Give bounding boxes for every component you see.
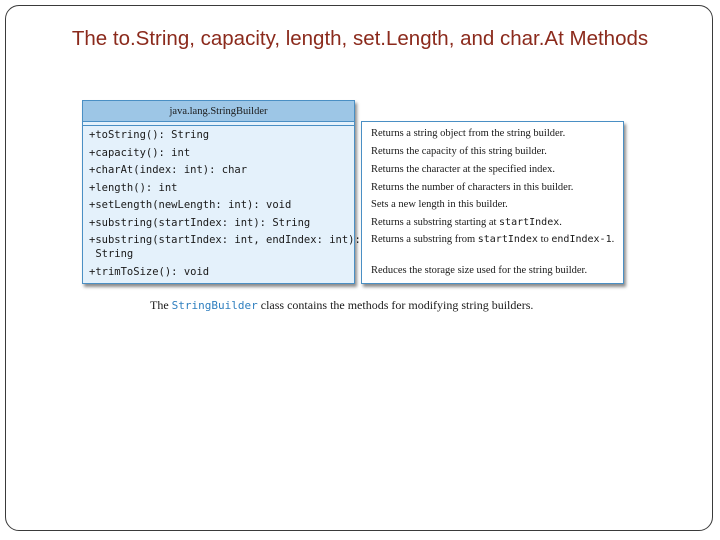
description-code: startIndex <box>477 234 538 245</box>
uml-method: +capacity(): int <box>89 146 191 159</box>
method-description: Reduces the storage size used for the string builder. <box>371 265 588 276</box>
method-description: Sets a new length in this builder. <box>371 199 508 210</box>
caption-text: class contains the methods for modifying string builders. <box>257 298 534 312</box>
uml-method: +substring(startIndex: int, endIndex: int): <box>89 234 361 246</box>
uml-method: +length(): int <box>89 181 178 194</box>
caption-class-name: StringBuilder <box>171 299 258 312</box>
description-text: to <box>537 234 552 245</box>
uml-attributes-section <box>83 122 354 126</box>
method-description: Returns the character at the specified index. <box>371 164 555 175</box>
uml-class-box <box>82 100 361 284</box>
uml-method: +charAt(index: int): char <box>89 164 248 176</box>
slide-title: The to.String, capacity, length, set.Length, and char.At Methods <box>71 27 649 50</box>
uml-method: +trimToSize(): void <box>89 266 210 278</box>
uml-method: +setLength(newLength: int): void <box>89 199 292 211</box>
caption-text: The <box>150 298 172 312</box>
uml-method: +substring(startIndex: int): String <box>89 216 311 229</box>
uml-method: +toString(): String <box>89 129 210 141</box>
uml-method-continuation: String <box>89 248 134 260</box>
method-description: Returns the capacity of this string builder. <box>371 146 547 157</box>
description-text: Returns a substring from <box>371 234 478 245</box>
description-code: endIndex-1 <box>551 234 612 245</box>
description-text: . <box>611 234 615 245</box>
uml-class-name: java.lang.StringBuilder <box>83 101 354 122</box>
description-code: startIndex <box>499 217 560 228</box>
method-description <box>371 233 614 247</box>
method-description <box>371 216 562 230</box>
description-text: Returns a substring starting at <box>371 217 500 228</box>
description-box <box>361 121 624 284</box>
figure-caption <box>150 298 533 313</box>
method-description: Returns a string object from the string builder. <box>371 128 566 139</box>
description-text: . <box>559 217 562 228</box>
method-description: Returns the number of characters in this builder. <box>371 182 574 193</box>
